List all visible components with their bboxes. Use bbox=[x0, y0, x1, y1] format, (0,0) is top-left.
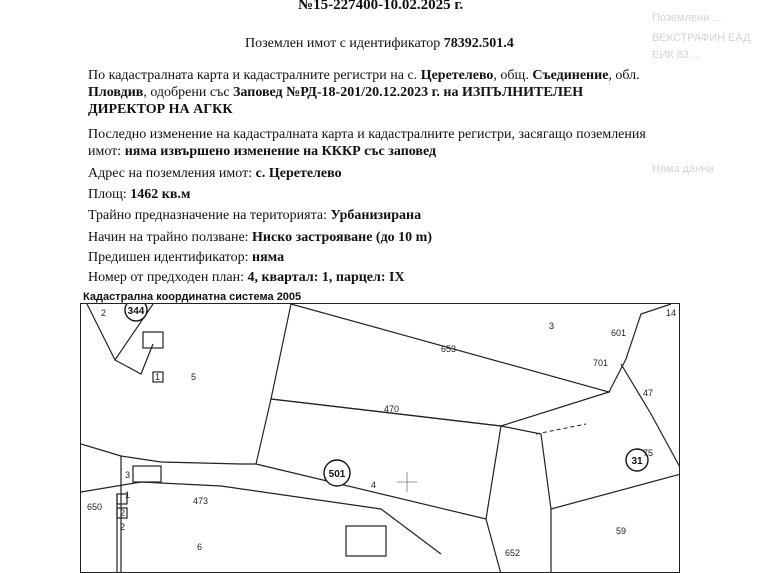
text-segment: , обл. bbox=[608, 68, 640, 83]
previous-plan-value: 4, квартал: 1, парцел: IX bbox=[247, 270, 405, 285]
building bbox=[133, 466, 161, 482]
ghost-text: ЕИК 83 ... bbox=[652, 49, 702, 61]
parcel-label: 2 bbox=[120, 522, 126, 532]
parcel-label: 3 bbox=[125, 470, 131, 480]
circle-label-501: 501 bbox=[328, 469, 346, 480]
parcel-label: 650 bbox=[87, 502, 103, 512]
cadastral-map bbox=[80, 303, 680, 573]
area-value: 1462 кв.м bbox=[130, 187, 191, 202]
parcel-boundary bbox=[609, 304, 671, 392]
text-segment: , одобрени със bbox=[143, 85, 234, 100]
text-segment: , общ. bbox=[493, 68, 533, 83]
address-label: Адрес на поземления имот: bbox=[88, 166, 256, 181]
area-row bbox=[88, 187, 190, 203]
ghost-text: Няма данни bbox=[652, 163, 714, 175]
purpose-value: Урбанизирана bbox=[330, 208, 422, 223]
text-segment: По кадастралната карта и кадастралните регистри на с. bbox=[88, 68, 421, 83]
village-name: Церетелево bbox=[420, 68, 494, 83]
usage-label: Начин на трайно ползване: bbox=[88, 230, 253, 245]
parcel-label: 3 bbox=[549, 321, 555, 331]
parcel-label: 5 bbox=[191, 372, 197, 382]
property-prefix: Поземлен имот с идентификатор bbox=[245, 36, 444, 51]
circle-label-344: 344 bbox=[127, 306, 145, 317]
usage-row bbox=[88, 230, 432, 246]
road-edge bbox=[81, 482, 441, 554]
last-change-line-2 bbox=[88, 144, 436, 160]
parcel-label: 47 bbox=[643, 388, 654, 398]
cadastral-map-line-2 bbox=[88, 85, 583, 101]
area-label: Площ: bbox=[88, 187, 131, 202]
parcel-label: 652 bbox=[505, 548, 521, 558]
parcel-label: 2 bbox=[120, 508, 126, 518]
parcel-label: 470 bbox=[384, 404, 400, 414]
address-row bbox=[88, 166, 342, 182]
parcel-label: 14 bbox=[666, 308, 677, 318]
ghost-text: ВЕКСТРАФИН ЕАД bbox=[652, 32, 751, 44]
dashed-boundary bbox=[536, 424, 586, 434]
parcel-label: 601 bbox=[611, 328, 627, 338]
property-id-value: 78392.501.4 bbox=[443, 36, 514, 51]
circle-label-31: 31 bbox=[631, 456, 643, 467]
region-name: Пловдив bbox=[88, 85, 144, 100]
cadastral-map-line-3: ДИРЕКТОР НА АГКК bbox=[88, 102, 233, 117]
road-edge bbox=[486, 519, 501, 573]
parcel-label: 1 bbox=[155, 372, 161, 382]
address-value: с. Церетелево bbox=[255, 166, 342, 181]
building bbox=[346, 526, 386, 556]
parcel-boundary-501 bbox=[256, 399, 501, 519]
map-caption: Кадастрална координатна система 2005 bbox=[83, 291, 302, 303]
text-segment: имот: bbox=[88, 144, 125, 159]
parcel-label: 473 bbox=[193, 496, 209, 506]
crosshair-icon bbox=[397, 472, 417, 492]
parcel-label: 6 bbox=[197, 542, 203, 552]
document-number: №15-227400-10.02.2025 г. bbox=[298, 0, 464, 13]
parcel-label: 4 bbox=[371, 480, 377, 490]
parcel-label: 2 bbox=[101, 308, 107, 318]
previous-id-value: няма bbox=[252, 250, 285, 265]
last-change-value: няма извършено изменение на КККР със заповед bbox=[124, 144, 437, 159]
previous-plan-row bbox=[88, 270, 405, 286]
parcel-label: 653 bbox=[441, 344, 457, 354]
purpose-label: Трайно предназначение на територията: bbox=[88, 208, 331, 223]
purpose-row bbox=[88, 208, 421, 224]
previous-id-row bbox=[88, 250, 284, 266]
parcel-label: 75 bbox=[643, 448, 654, 458]
usage-value: Ниско застрояване (до 10 m) bbox=[252, 230, 432, 245]
parcel-boundary bbox=[271, 304, 609, 426]
parcel-boundary bbox=[551, 474, 680, 509]
order-reference: Заповед №РД-18-201/20.12.2023 г. на ИЗПЪЛНИТЕЛЕН bbox=[233, 85, 584, 100]
property-identifier bbox=[245, 36, 514, 52]
parcel-label: 1 bbox=[125, 490, 131, 500]
previous-plan-label: Номер от предходен план: bbox=[88, 270, 248, 285]
cadastral-map-drawing bbox=[81, 304, 680, 573]
parcel-label: 701 bbox=[593, 358, 609, 368]
cadastral-map-line-1 bbox=[88, 68, 640, 84]
previous-id-label: Предишен идентификатор: bbox=[88, 250, 253, 265]
ghost-text: Поземлени ... bbox=[652, 12, 722, 24]
road-edge bbox=[81, 444, 256, 464]
municipality-name: Съединение bbox=[532, 68, 609, 83]
parcel-label: 59 bbox=[616, 526, 627, 536]
last-change-line-1: Последно изменение на кадастралната карта и кадастралните регистри, засягащо поземления bbox=[88, 127, 646, 142]
